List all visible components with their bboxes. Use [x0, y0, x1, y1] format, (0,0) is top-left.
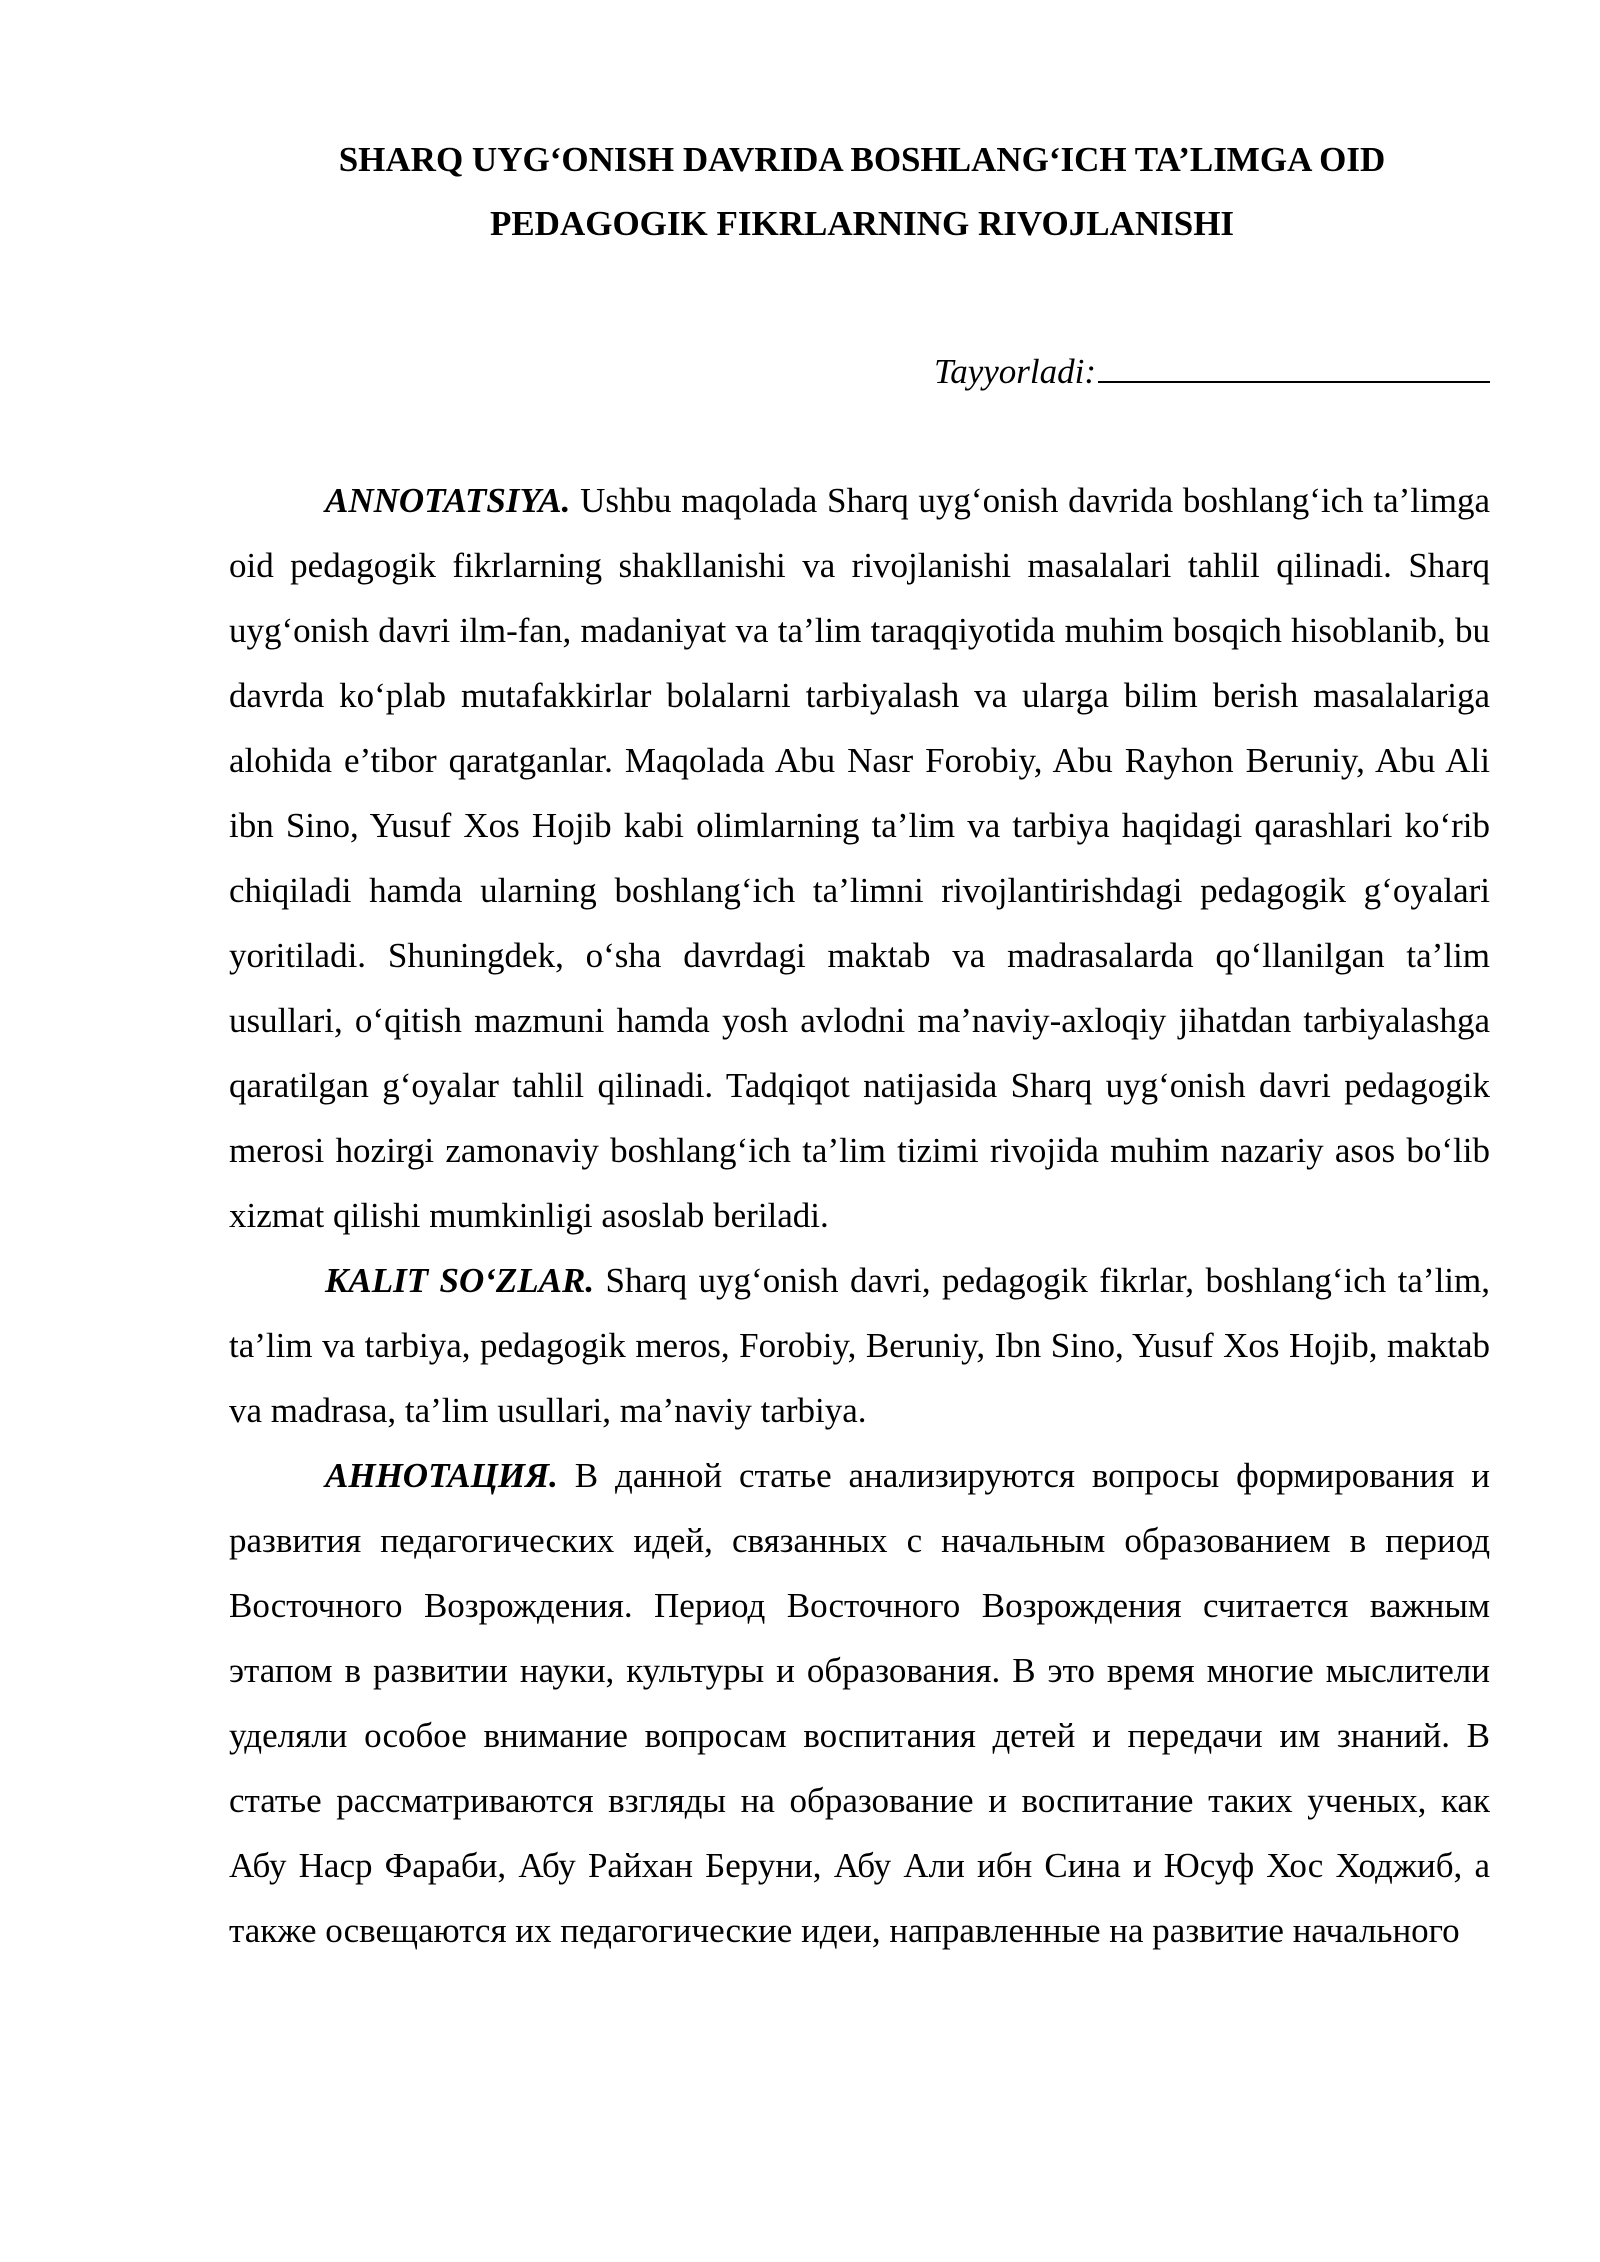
author-label: Tayyorladi: — [933, 352, 1096, 391]
annotation-uz-lead: ANNOTATSIYA. — [325, 481, 571, 520]
keywords-uz-paragraph — [229, 1248, 1490, 1443]
title-line-1: SHARQ UYG‘ONISH DAVRIDA BOSHLANG‘ICH TA’LIMGA OID — [338, 140, 1386, 179]
article-body — [229, 468, 1490, 1963]
annotation-uz-text: Ushbu maqolada Sharq uyg‘onish davrida boshlang‘ich ta’limga oid pedagogik fikrlarning shakllanishi va rivojlanishi masalalari tahlil qilinadi. Sharq uyg‘onish davri ilm-fan, madaniyat va ta’lim taraqqiyotida muhim bosqich hisoblanib, bu davrda ko‘plab mutafakkirlar bolalarni tarbiyalash va ularga bilim berish masalalariga alohida e’tibor qaratganlar. Maqolada Abu Nasr Forobiy, Abu Rayhon Beruniy, Abu Ali ibn Sino, Yusuf Xos Hojib kabi olimlarning ta’lim va tarbiya haqidagi qarashlari ko‘rib chiqiladi hamda ularning boshlang‘ich ta’limni rivojlantirishdagi pedagogik g‘oyalari yoritiladi. Shuningdek, o‘sha davrdagi maktab va madrasalarda qo‘llanilgan ta’lim usullari, o‘qitish mazmuni hamda yosh avlodni ma’naviy-axloqiy jihatdan tarbiyalashga qaratilgan g‘oyalar tahlil qilinadi. Tadqiqot natijasida Sharq uyg‘onish davri pedagogik merosi hozirgi zamonaviy boshlang‘ich ta’lim tizimi rivojida muhim nazariy asos bo‘lib xizmat qilishi mumkinligi asoslab beriladi. — [229, 481, 1490, 1235]
annotation-ru-lead: АННОТАЦИЯ. — [325, 1456, 558, 1495]
author-blank-underline — [1098, 345, 1490, 383]
keywords-uz-text: Sharq uyg‘onish davri, pedagogik fikrlar, boshlang‘ich ta’lim, ta’lim va tarbiya, pedagogik meros, Forobiy, Beruniy, Ibn Sino, Yusuf Xos Hojib, maktab va madrasa, ta’lim usullari, ma’naviy tarbiya. — [229, 1261, 1490, 1430]
article-title — [232, 128, 1492, 256]
title-line-2: PEDAGOGIK FIKRLARNING RIVOJLANISHI — [489, 204, 1235, 243]
annotation-ru-paragraph — [229, 1443, 1490, 1963]
annotation-ru-text: В данной статье анализируются вопросы формирования и развития педагогических идей, связанных с начальным образованием в период Восточного Возрождения. Период Восточного Возрождения считается важным этапом в развитии науки, культуры и образования. В это время многие мыслители уделяли особое внимание вопросам воспитания детей и передачи им знаний. В статье рассматриваются взгляды на образование и воспитание таких ученых, как Абу Наср Фараби, Абу Райхан Беруни, Абу Али ибн Сина и Юсуф Хос Ходжиб, а также освещаются их педагогические идеи, направленные на развитие начального — [229, 1456, 1490, 1950]
author-line — [934, 345, 1490, 397]
keywords-uz-lead: KALIT SO‘ZLAR. — [325, 1261, 595, 1300]
annotation-uz-paragraph — [229, 468, 1490, 1248]
